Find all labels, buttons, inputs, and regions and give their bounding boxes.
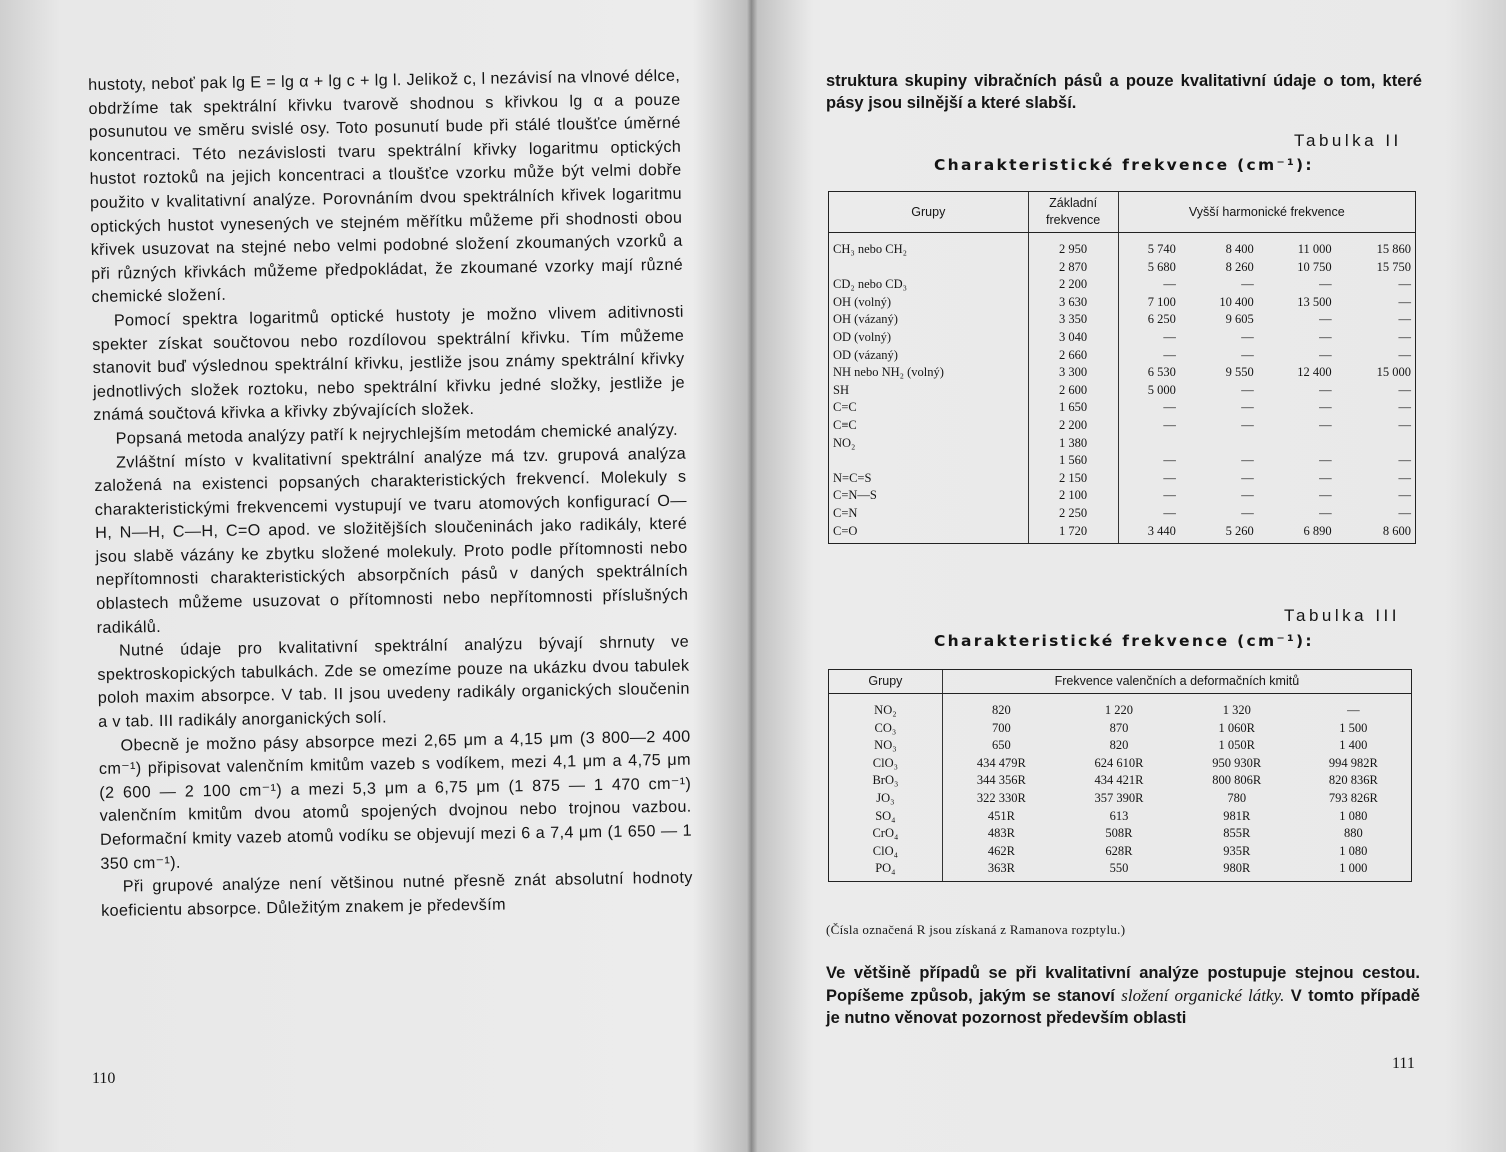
value-cell bbox=[1258, 435, 1336, 453]
table-row bbox=[829, 399, 1416, 417]
value-cell: 1 650 bbox=[1028, 399, 1118, 417]
value-cell: 6 890 bbox=[1258, 523, 1336, 544]
value-cell: 700 bbox=[942, 720, 1060, 738]
value-cell: — bbox=[1118, 452, 1180, 470]
value-cell: 1 220 bbox=[1104, 703, 1134, 717]
paragraph: Nutné údaje pro kvalitativní spektrální analýzu bývají shrnuty ve spektroskopických tabulkách. Zde se omezíme pouze na ukázku dvou tabulek poloh maxim absorpce. V tab. II jsou uvedeny radikály organických sloučenin a v tab. III radikály anorganických solí. bbox=[97, 632, 690, 731]
value-cell: — bbox=[1336, 382, 1416, 400]
value-cell: 1 720 bbox=[1028, 523, 1118, 544]
outro-text-end: V tomto případě je nutno věnovat pozornost především oblasti bbox=[826, 986, 1420, 1027]
value-cell: — bbox=[1296, 694, 1412, 720]
table-2-header-harmonics: Vyšší harmonické frekvence bbox=[1118, 192, 1415, 233]
value-cell: 2 150 bbox=[1028, 470, 1118, 488]
table-2-caption: Charakteristické frekvence (cm⁻¹): bbox=[934, 156, 1314, 174]
value-cell: — bbox=[1241, 277, 1254, 292]
value-cell: 3 040 bbox=[1028, 329, 1118, 347]
group-cell: CH₃ nebo CH₂ bbox=[829, 233, 1029, 259]
value-cell: 2 100 bbox=[1028, 487, 1118, 505]
value-cell: — bbox=[1319, 277, 1332, 292]
table-row bbox=[829, 772, 1412, 790]
value-cell: 1 080 bbox=[1296, 843, 1412, 861]
value-cell: — bbox=[1319, 417, 1332, 432]
value-cell: — bbox=[1336, 311, 1416, 329]
value-cell: — bbox=[1241, 329, 1254, 344]
outro-text bbox=[826, 962, 1420, 1030]
value-cell: 1 060R bbox=[1218, 720, 1255, 735]
value-cell: 7 100 bbox=[1118, 294, 1180, 312]
group-cell: NH nebo NH₂ (volný) bbox=[829, 364, 1029, 382]
table-row bbox=[829, 294, 1416, 312]
value-cell: 2 950 bbox=[1028, 233, 1118, 259]
table-row bbox=[829, 790, 1412, 808]
group-cell: ClO₄ bbox=[829, 843, 943, 861]
value-cell: 6 530 bbox=[1118, 364, 1180, 382]
value-cell: — bbox=[1336, 294, 1416, 312]
value-cell: 1 500 bbox=[1296, 720, 1412, 738]
value-cell: 793 826R bbox=[1296, 790, 1412, 808]
group-cell: PO₄ bbox=[829, 860, 943, 881]
value-cell: 434 421R bbox=[1094, 773, 1144, 788]
table-3 bbox=[828, 669, 1412, 882]
value-cell: — bbox=[1319, 312, 1332, 327]
left-page bbox=[0, 0, 752, 1152]
value-cell: 3 630 bbox=[1028, 294, 1118, 312]
paragraph: Zvláštní místo v kvalitativní spektrální analýze má tzv. grupová analýza založená na existenci popsaných charakteristických frekvencí. Molekuly s charakteristickými frekvencemi vystupují ve tvaru atomových konfigurací O—H, N—H, C—H, C=O apod. ve složitějších sloučeninách jako radikály, které jsou slabě vázány ke zbytku složené molekuly. Proto podle přítomnosti nebo nepřítomnosti charakteristických absorpčních pásů v daných spektrálních oblastech můžeme usuzovat o přítomnosti nebo nepřítomnosti příslušných radikálů. bbox=[94, 444, 689, 637]
value-cell: — bbox=[1336, 417, 1416, 435]
value-cell: — bbox=[1118, 417, 1180, 435]
group-cell: SO₄ bbox=[829, 808, 943, 826]
value-cell: — bbox=[1319, 505, 1332, 520]
page-number: 111 bbox=[1392, 1055, 1415, 1072]
value-cell: 2 870 bbox=[1028, 259, 1118, 277]
table-row bbox=[829, 233, 1416, 259]
value-cell: — bbox=[1241, 453, 1254, 468]
value-cell: 451R bbox=[942, 808, 1060, 826]
value-cell: 12 400 bbox=[1297, 365, 1332, 380]
paragraph: Pomocí spektra logaritmů optické hustoty je možno vlivem aditivnosti spekter získat součtovou nebo rozdílovou spektrální křivku. Tím můžeme stanovit buď výslednou spektrální křivku, jestliže jsou známy spektrální křivky jednotlivých složek roztoku, nebo spektrální křivku jedné složky, jestliže je známá součtová křivka a křivky zbývajících složek. bbox=[92, 302, 686, 425]
table-row bbox=[829, 364, 1416, 382]
value-cell: 5 260 bbox=[1180, 523, 1258, 544]
value-cell: 10 750 bbox=[1297, 259, 1332, 274]
group-cell: OD (vázaný) bbox=[829, 347, 1029, 365]
value-cell: 994 982R bbox=[1296, 755, 1412, 773]
value-cell: 628R bbox=[1105, 843, 1133, 858]
value-cell: 8 600 bbox=[1336, 523, 1416, 544]
value-cell: — bbox=[1118, 487, 1180, 505]
value-cell: 624 610R bbox=[1094, 755, 1144, 770]
group-cell: OD (volný) bbox=[829, 329, 1029, 347]
group-cell: C=N—S bbox=[829, 487, 1029, 505]
left-page-text bbox=[88, 65, 693, 924]
value-cell: 9 605 bbox=[1225, 312, 1254, 327]
group-cell: NO₂ bbox=[829, 694, 943, 720]
value-cell: — bbox=[1319, 470, 1332, 485]
value-cell: — bbox=[1118, 276, 1180, 294]
value-cell: — bbox=[1118, 329, 1180, 347]
outro-emphasis: složení organické látky. bbox=[1121, 985, 1285, 1005]
group-cell: ClO₃ bbox=[829, 755, 943, 773]
value-cell: — bbox=[1336, 347, 1416, 365]
group-cell: CD₂ nebo CD₃ bbox=[829, 276, 1029, 294]
outro-text-start: Ve většině případů se při kvalitativní analýze postupuje stejnou cestou. Popíšeme způsob, jakým se stanoví bbox=[826, 964, 1420, 1005]
value-cell: 15 860 bbox=[1336, 233, 1416, 259]
group-cell: JO₃ bbox=[829, 790, 943, 808]
paragraph: hustoty, neboť pak lg E = lg α + lg c + lg l. Jelikož c, l nezávisí na vlnové délce, obdržíme tak spektrální křivku tvarově shodnou s křivkou lg α a pouze posunutou ve směru svislé osy. Toto posunutí bude při stálé tloušťce úměrné koncentraci. Této nezávislosti tvaru spektrální křivky logaritmu optických hustot roztoků na jejich koncentraci a tloušťce vzorku může být velmi dobře použito v kvalitativní analýze. Porovnáním dvou spektrálních křivek logaritmu optických hustot vynesených ve stejném měřítku můžeme při shodnosti obou křivek usuzovat na stejné nebo velmi podobné složení zkoumaných vzorků a při různých křivkách můžeme předpokládat, že zkoumané vzorky mají různé chemické složení. bbox=[88, 66, 684, 307]
value-cell: 344 356R bbox=[942, 772, 1060, 790]
table-row bbox=[829, 505, 1416, 523]
value-cell: — bbox=[1118, 347, 1180, 365]
value-cell: 357 390R bbox=[1094, 790, 1144, 805]
value-cell: 15 750 bbox=[1336, 259, 1416, 277]
value-cell: — bbox=[1241, 488, 1254, 503]
value-cell: 820 bbox=[1109, 738, 1129, 753]
table-row bbox=[829, 737, 1412, 755]
value-cell: — bbox=[1336, 505, 1416, 523]
table-row bbox=[829, 808, 1412, 826]
value-cell: 981R bbox=[1223, 808, 1251, 823]
value-cell: 2 250 bbox=[1028, 505, 1118, 523]
table-2-header-base: Základní frekvence bbox=[1028, 192, 1118, 233]
page-number: 110 bbox=[92, 1070, 116, 1087]
value-cell: 8 260 bbox=[1225, 259, 1254, 274]
value-cell: 15 000 bbox=[1336, 364, 1416, 382]
group-cell bbox=[829, 452, 1029, 470]
value-cell: — bbox=[1241, 417, 1254, 432]
group-cell: CO₃ bbox=[829, 720, 943, 738]
group-cell: SH bbox=[829, 382, 1029, 400]
value-cell: 3 300 bbox=[1028, 364, 1118, 382]
group-cell: CrO₄ bbox=[829, 825, 943, 843]
value-cell: 6 250 bbox=[1118, 311, 1180, 329]
value-cell: 820 836R bbox=[1296, 772, 1412, 790]
table-row bbox=[829, 276, 1416, 294]
value-cell: 1 560 bbox=[1028, 452, 1118, 470]
value-cell: 820 bbox=[942, 694, 1060, 720]
value-cell: 9 550 bbox=[1225, 365, 1254, 380]
value-cell: 10 400 bbox=[1219, 294, 1254, 309]
value-cell: 483R bbox=[942, 825, 1060, 843]
value-cell: 2 600 bbox=[1028, 382, 1118, 400]
value-cell: 2 200 bbox=[1028, 417, 1118, 435]
value-cell: — bbox=[1336, 470, 1416, 488]
value-cell bbox=[1180, 435, 1258, 453]
group-cell: NO₃ bbox=[829, 737, 943, 755]
table-row bbox=[829, 382, 1416, 400]
group-cell: C=C bbox=[829, 399, 1029, 417]
table-row bbox=[829, 755, 1412, 773]
group-cell: N=C=S bbox=[829, 470, 1029, 488]
value-cell: 13 500 bbox=[1297, 294, 1332, 309]
value-cell: 980R bbox=[1178, 860, 1296, 881]
value-cell: — bbox=[1241, 505, 1254, 520]
value-cell: 1 000 bbox=[1296, 860, 1412, 881]
value-cell: 1 050R bbox=[1218, 738, 1255, 753]
value-cell: — bbox=[1241, 382, 1254, 397]
value-cell: 363R bbox=[942, 860, 1060, 881]
table-3-label: Tabulka III bbox=[1284, 606, 1400, 625]
table-row bbox=[829, 720, 1412, 738]
value-cell: 434 479R bbox=[942, 755, 1060, 773]
table-3-caption: Charakteristické frekvence (cm⁻¹): bbox=[934, 632, 1314, 650]
value-cell: 780 bbox=[1227, 790, 1247, 805]
table-row bbox=[829, 329, 1416, 347]
value-cell: 1 080 bbox=[1296, 808, 1412, 826]
value-cell: — bbox=[1319, 329, 1332, 344]
group-cell: C=N bbox=[829, 505, 1029, 523]
value-cell: — bbox=[1118, 505, 1180, 523]
value-cell: 950 930R bbox=[1212, 755, 1262, 770]
table-row bbox=[829, 417, 1416, 435]
group-cell: C=O bbox=[829, 523, 1029, 544]
paragraph: Popsaná metoda analýzy patří k nejrychlejším metodám chemické analýzy. bbox=[115, 420, 679, 448]
value-cell: — bbox=[1319, 347, 1332, 362]
table-3-note: (Čísla označená R jsou získaná z Ramanova rozptylu.) bbox=[826, 922, 1126, 937]
paragraph: Při grupové analýze není většinou nutné přesně znát absolutní hodnoty koeficientu absorpce. Důležitým znakem je především bbox=[101, 868, 693, 920]
value-cell: — bbox=[1336, 487, 1416, 505]
value-cell: — bbox=[1319, 453, 1332, 468]
right-page bbox=[754, 0, 1506, 1152]
value-cell: 1 400 bbox=[1296, 737, 1412, 755]
value-cell: 935R bbox=[1223, 843, 1251, 858]
value-cell: — bbox=[1118, 470, 1180, 488]
value-cell: 613 bbox=[1109, 808, 1129, 823]
value-cell: — bbox=[1336, 399, 1416, 417]
table-row bbox=[829, 452, 1416, 470]
table-3-header-frequencies: Frekvence valenčních a deformačních kmitů bbox=[942, 670, 1411, 694]
table-row bbox=[829, 523, 1416, 544]
value-cell: 3 350 bbox=[1028, 311, 1118, 329]
value-cell: 650 bbox=[942, 737, 1060, 755]
table-row bbox=[829, 435, 1416, 453]
value-cell: — bbox=[1319, 400, 1332, 415]
group-cell: BrO₃ bbox=[829, 772, 943, 790]
value-cell: 2 200 bbox=[1028, 276, 1118, 294]
group-cell: NO₂ bbox=[829, 435, 1029, 453]
table-2 bbox=[828, 191, 1416, 544]
table-row bbox=[829, 259, 1416, 277]
value-cell: 550 bbox=[1060, 860, 1178, 881]
value-cell: 322 330R bbox=[942, 790, 1060, 808]
value-cell: 870 bbox=[1109, 720, 1129, 735]
value-cell: 11 000 bbox=[1297, 242, 1332, 256]
table-2-label: Tabulka II bbox=[1294, 131, 1402, 150]
value-cell: 880 bbox=[1296, 825, 1412, 843]
value-cell: 3 440 bbox=[1118, 523, 1180, 544]
group-cell: OH (volný) bbox=[829, 294, 1029, 312]
table-row bbox=[829, 825, 1412, 843]
value-cell: 2 660 bbox=[1028, 347, 1118, 365]
group-cell: C≡C bbox=[829, 417, 1029, 435]
group-cell: OH (vázaný) bbox=[829, 311, 1029, 329]
value-cell: 800 806R bbox=[1212, 773, 1262, 788]
table-3-header-groups: Grupy bbox=[829, 670, 943, 694]
value-cell: — bbox=[1336, 452, 1416, 470]
paragraph: Obecně je možno pásy absorpce mezi 2,65 μm a 4,15 μm (3 800—2 400 cm⁻¹) připisovat valenčním kmitům vazeb s vodíkem, mezi 4,1 μm a 4,75 μm (2 600 — 2 100 cm⁻¹) a mezi 5,3 μm a 6,75 μm (1 875 — 1 470 cm⁻¹) valenčním kmitům dvou atomů spojených dvojnou nebo trojnou vazbou. Deformační kmity vazeb atomů vodíku se objevují mezi 6 a 7,4 μm (1 650 — 1 350 cm⁻¹). bbox=[98, 727, 693, 873]
table-row bbox=[829, 843, 1412, 861]
value-cell bbox=[1336, 435, 1416, 453]
value-cell: — bbox=[1319, 488, 1332, 503]
value-cell: 1 380 bbox=[1028, 435, 1118, 453]
value-cell: — bbox=[1241, 470, 1254, 485]
intro-text: struktura skupiny vibračních pásů a pouze kvalitativní údaje o tom, které pásy jsou silnější a které slabší. bbox=[826, 72, 1422, 112]
value-cell: 462R bbox=[942, 843, 1060, 861]
value-cell: — bbox=[1319, 382, 1332, 397]
value-cell: 8 400 bbox=[1225, 242, 1254, 256]
table-row bbox=[829, 487, 1416, 505]
value-cell: — bbox=[1336, 276, 1416, 294]
value-cell: 5 680 bbox=[1118, 259, 1180, 277]
value-cell: 1 320 bbox=[1222, 703, 1251, 717]
value-cell: — bbox=[1241, 400, 1254, 415]
value-cell: 855R bbox=[1223, 826, 1251, 841]
table-row bbox=[829, 694, 1412, 720]
table-row bbox=[829, 311, 1416, 329]
table-row bbox=[829, 860, 1412, 881]
value-cell: 508R bbox=[1105, 826, 1133, 841]
table-row bbox=[829, 347, 1416, 365]
table-row bbox=[829, 470, 1416, 488]
value-cell: — bbox=[1241, 347, 1254, 362]
value-cell: — bbox=[1118, 399, 1180, 417]
table-2-header-groups: Grupy bbox=[829, 192, 1029, 233]
value-cell: 5 000 bbox=[1118, 382, 1180, 400]
group-cell bbox=[829, 259, 1029, 277]
value-cell: 5 740 bbox=[1118, 233, 1180, 259]
value-cell bbox=[1118, 435, 1180, 453]
value-cell: — bbox=[1336, 329, 1416, 347]
